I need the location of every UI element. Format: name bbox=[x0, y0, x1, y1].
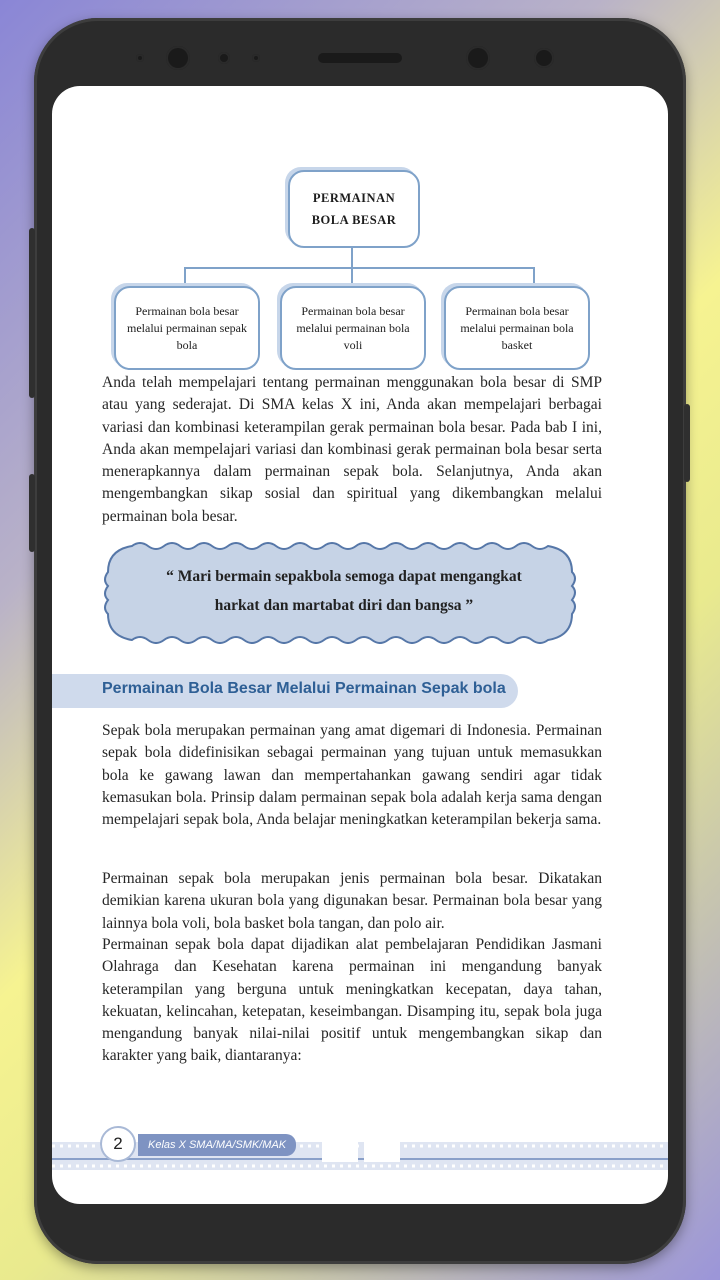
diagram-connector bbox=[184, 267, 534, 269]
sensor-icon bbox=[136, 54, 144, 62]
front-camera-icon bbox=[166, 46, 190, 70]
body-paragraph: Permainan sepak bola merupakan jenis permainan bola besar. Dikatakan demikian karena ukuran bola yang digunakan besar. Permainan bola besar yang lainnya bola voli, bola basket bola tangan, dan polo air. bbox=[102, 870, 602, 932]
intro-paragraph: Anda telah mempelajari tentang permainan menggunakan bola besar di SMP atau yang sederajat. Di SMA kelas X ini, Anda akan mempelajari berbagai variasi dan kombinasi keterampilan gerak permainan bola besar. Pada bab I ini, Anda akan mempelajari variasi dan kombinasi gerak permainan bola besar serta menerapkannya dalam permainan sepak bola. Selanjutnya, Anda akan mengembangkan sikap sosial dan spiritual yang dikembangkan melalui permainan bola besar. bbox=[102, 374, 602, 525]
quote-cloud-shape bbox=[102, 540, 586, 644]
diagram-child-label: Permainan bola besar melalui permainan sepak bola bbox=[127, 303, 247, 352]
sensor-icon bbox=[218, 52, 230, 64]
diagram-connector bbox=[533, 267, 535, 287]
diagram-connector bbox=[351, 246, 353, 268]
quote-line-2: harkat dan martabat diri dan bangsa ” bbox=[214, 597, 474, 614]
diagram-child-label: Permainan bola besar melalui permainan bola voli bbox=[296, 303, 410, 352]
footer-class-label: Kelas X SMA/MA/SMK/MAK bbox=[138, 1134, 296, 1156]
body-paragraph: Permainan sepak bola dapat dijadikan alat pembelajaran Pendidikan Jasmani Olahraga dan Kesehatan karena permainan ini mengandung banyak keterampilan yang berguna untuk meningkatkan kecepatan, daya tahan, kekuatan, kelincahan, ketepatan, keseimbangan. Disamping itu, sepak bola juga mengandung banyak nilai-nilai positif untuk mengembangkan sikap dan karakter yang baik, diantaranya: bbox=[102, 936, 602, 1065]
book-page[interactable] bbox=[52, 86, 668, 1204]
sensor-icon bbox=[252, 54, 260, 62]
diagram-child-box bbox=[280, 286, 426, 370]
earpiece-speaker bbox=[318, 53, 402, 63]
page-number-text: 2 bbox=[113, 1134, 123, 1153]
front-camera-icon bbox=[466, 46, 490, 70]
diagram-root-label: PERMAINAN BOLA BESAR bbox=[311, 191, 397, 227]
diagram-child-box bbox=[444, 286, 590, 370]
phone-frame bbox=[34, 18, 686, 1264]
volume-button bbox=[29, 228, 35, 398]
page-number bbox=[100, 1126, 136, 1162]
diagram-root-box bbox=[288, 170, 420, 248]
side-button bbox=[29, 474, 35, 552]
quote-box bbox=[102, 540, 586, 644]
section-title: Permainan Bola Besar Melalui Permainan Sepak bola bbox=[102, 680, 506, 697]
quote-line-1: “ Mari bermain sepakbola semoga dapat mengangkat bbox=[166, 568, 522, 585]
diagram-child-label: Permainan bola besar melalui permainan bola basket bbox=[460, 303, 574, 352]
body-paragraph: Sepak bola merupakan permainan yang amat digemari di Indonesia. Permainan sepak bola didefinisikan sebagai permainan yang tujuan untuk memasukkan bola ke gawang lawan dan mempertahankan gawang sendiri agar tidak kemasukan bola. Prinsip dalam permainan sepak bola adalah kerja sama dengan mempelajari sepak bola, Anda belajar meningkatkan keterampilan bekerja sama. bbox=[102, 722, 602, 829]
power-button bbox=[684, 404, 690, 482]
sensor-icon bbox=[534, 48, 554, 68]
diagram-child-box bbox=[114, 286, 260, 370]
diagram-connector bbox=[184, 267, 186, 287]
diagram-connector bbox=[351, 267, 353, 287]
